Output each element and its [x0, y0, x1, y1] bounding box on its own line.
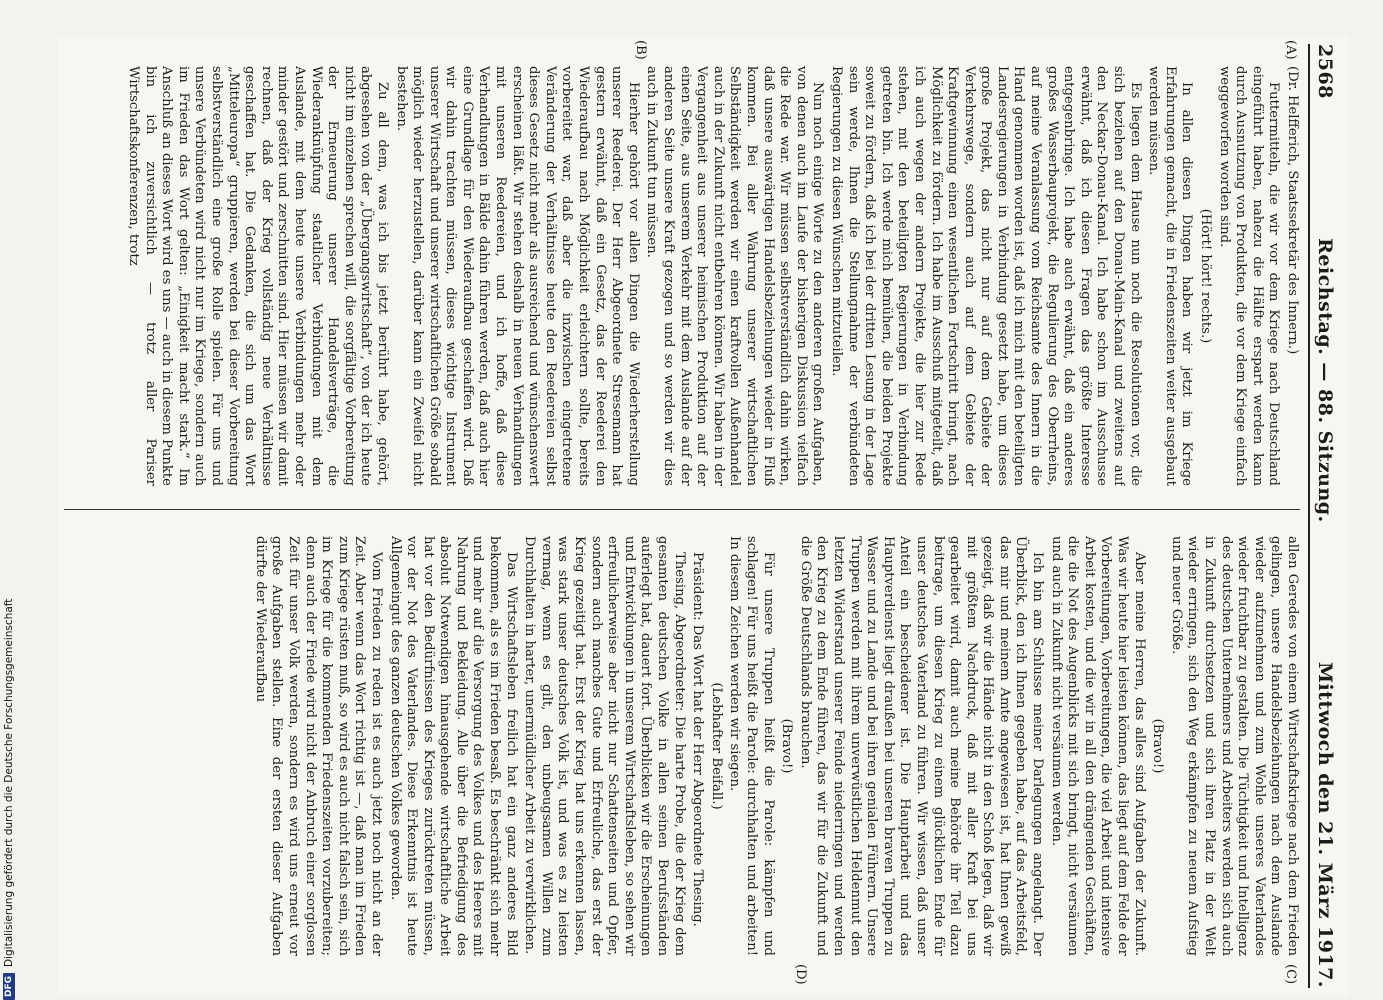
margin-marker-a: (A) — [1283, 40, 1298, 60]
paragraph: Ich bin am Schlusse meiner Darlegungen angelangt. Der Überblick, den ich Ihnen gegeben habe, auf das Arbeitsfeld, das mir und meinem Amte angewiesen ist, hat Ihnen gewiß gezeigt, daß wir die Hände nicht in den Schoß legen, daß wir mit größtem Nachdruck, daß mit aller Kraft bei uns gearbeitet wird, damit auch meine Behörde ihr Teil dazu beitrage, um diesen Krieg zu einem glücklichen Ende für unser deutsches Vaterland zu führen. Wir wissen, daß unser Anteil ein bescheidener ist. Die Hauptarbeit und das Hauptverdienst liegt draußen bei unseren braven Truppen zu Wasser und zu Lande und bei ihren genialen Führern. Unsere Truppen werden mit ihrem unverwüstlichen Heldenmut den letzten Widerstand unserer Feinde niederringen und werden den Krieg zu dem Ende führen, das wir für die Zukunft und die Größe Deutschlands brauchen. — [797, 536, 1046, 956]
column-divider — [64, 509, 1300, 510]
paragraph: Das Wirtschaftsleben freilich hat ein ganz anderes Bild bekommen, als es im Frieden besaß. Es beschränkt sich mehr und mehr auf die Versorgung des Volkes und des Heeres mit Nahrung und Bekleidung. Alle über die Befriedigung des absolut Notwendigen hinausgehende wirtschaftliche Arbeit hat vor den Bedürfnissen des Krieges zurücktreten müssen, vor der Not des Vaterlandes. Diese Erkenntnis ist heute Allgemeingut des ganzen deutschen Volkes geworden. — [387, 536, 519, 956]
paragraph: Hierher gehört vor allen Dingen die Wiederherstellung unserer Reederei. Der Herr Abgeordnete Stresemann hat gestern erwähnt, daß ein Gesetz, das der Reederei den Wiederaufbau nach Möglichkeit erleichtern sollte, bereits vorbereitet war, daß aber die inzwischen eingetretene Veränderung der Verhältnisse heute den Reedereien selbst dieses Gesetz nicht mehr als ausreichend und wünschenswert erscheinen läßt. Wir stehen deshalb in neuen Verhandlungen mit unseren Reedereien, und ich hoffe, daß diese Verhandlungen in Bälde dahin führen werden, daß auch hier eine Grundlage für den Wiederaufbau geschaffen wird. Daß wir dahin trachten müssen, dieses wichtige Instrument unserer Wirtschaft und unserer wirtschaftlichen Größe sobald möglich wieder herzustellen, darüber kann ein Zweifel nicht bestehen. — [393, 66, 641, 486]
paragraph: allen Geredes von einem Wirtschaftskriege nach dem Frieden gelingen, unsere Handelsbeziehungen nach dem Auslande wieder aufzunehmen und zum Wohle unseres Vaterlandes wieder fruchtbar zu gestalten. Die Tüchtigkeit und Intelligenz des deutschen Unternehmers und Arbeiters werden sich auch in Zukunft durchsetzen und sich ihren Platz in der Welt wieder erringen, sich den Weg erkämpfen zu neuem Aufstieg und neuer Größe. — [1168, 536, 1300, 956]
paragraph: Vom Frieden zu reden ist es auch jetzt noch nicht an der Zeit. Aber wenn das Wort richtig ist —, daß man im Frieden zum Kriege rüsten muß, so wird es auch nicht falsch sein, sich im Kriege für die kommenden Friedenszeiten vorzubereiten; denn auch der Friede wird nicht der Anbruch einer sorglosen Zeit für unser Volk werden, sondern es wird uns erneut vor große Aufgaben stellen. Eine der ersten dieser Aufgaben dürfte der Wiederaufbau — [252, 536, 384, 956]
left-text-column — [64, 66, 1300, 486]
interjection: (Bravo!) — [1150, 718, 1166, 774]
interjection: (Lebhafter Beifall.) — [708, 682, 724, 810]
session-date: Mittwoch den 21. März 1917. — [1314, 661, 1336, 988]
interjection: (Bravo!) — [779, 718, 795, 774]
margin-marker-c: (C) — [1283, 964, 1298, 985]
page-running-title: Reichstag. — 88. Sitzung. — [1314, 238, 1336, 523]
paragraph: In allen diesen Dingen haben wir jetzt im Kriege Erfahrungen gemacht, die in Friedenszeiten weiter ausgebaut werden müssen. — [1146, 66, 1195, 486]
page-number: 2568 — [1314, 44, 1336, 99]
interjection: (Hört! hört! rechts.) — [1198, 208, 1214, 344]
margin-marker-b: (B) — [633, 40, 648, 60]
right-text-column — [64, 536, 1300, 956]
rotated-document-page — [58, 36, 1348, 996]
page-header — [1308, 44, 1348, 988]
paragraph: Thesing, Abgeordneter: Die harte Probe, die der Krieg dem gesamten deutschen Volke in allen seinen Berufsständen auferlegt hat, dauert fort. Überblicken wir die Erscheinungen und Entwicklungen in unserem Wirtschaftsleben, so sehen wir erfreulicherweise aber nicht nur Schattenseiten und Opfer, sondern auch manches Gute und Erfreuliche, das erst der Krieg gezeitigt hat. Erst der Krieg hat uns erkennen lassen, was stark unser deutsches Volk ist, und was es zu leisten vermag, wenn es gilt, den unbeugsamen Willen zum Durchhalten in harter, unermüdlicher Arbeit zu verwirklichen. — [522, 536, 687, 956]
digitization-note — [2, 0, 16, 1000]
digitization-credit: Digitalisierung gefördert durch die Deutsche Forschungsgemeinschaft — [3, 598, 15, 967]
dfg-logo: DFG — [3, 973, 15, 1000]
paragraph: Es liegen dem Hause nun noch die Resolutionen vor, die sich beziehen auf den Donau-Main-Kanal und zweitens auf den Neckar-Donau-Kanal. Ich habe schon im Ausschusse erwähnt, daß ich diesen Fragen das größte Interesse entgegenbringe. Ich habe auch erwähnt, daß ein anderes großes Wasserbauprojekt, die Regulierung des Oberrheins, auf meine Veranlassung vom Reichsamte des Innern in die Hand genommen worden ist, daß ich mich mit den beteiligten Landesregierungen in Verbindung gesetzt habe, um dieses große Projekt, das nicht nur auf dem Gebiete der Verkehrswege, sondern auch auf dem Gebiete der Kraftgewinnung einen wesentlichen Fortschritt bringt, nach Möglichkeit zu fördern. Ich habe im Ausschuß mitgeteilt, daß ich auch wegen der andern Projekte, die hier zur Rede stehen, mit den beteiligten Regierungen in Verbindung getreten bin. Ich werde mich bemühen, die beiden Projekte soweit zu fördern, daß ich bei der dritten Lesung in der Lage sein werde, Ihnen die Stellungnahme der verbündeten Regierungen zu diesen Wünschen mitzuteilen. — [828, 66, 1143, 486]
paragraph: (Dr. Helfferich, Staatssekretär des Innern.) — [1285, 66, 1300, 355]
paragraph: Nun noch einige Worte zu den anderen großen Aufgaben, von denen auch im Laufe der bisherigen Diskussion vielfach die Rede war. Wir müssen selbstverständlich dahin wirken, daß unsere auswärtigen Handelsbeziehungen wieder in Fluß kommen. Bei aller Wahrung unserer wirtschaftlichen Selbständigkeit werden wir einen kraftvollen Außenhandel auch in der Zukunft nicht entbehren können. Wir haben in der Vergangenheit aus unserer heimischen Produktion auf der einen Seite, aus unserem Verkehr mit dem Auslande auf der anderen Seite unsere Kraft gezogen und so werden wir dies auch in Zukunft tun müssen. — [644, 66, 826, 486]
paragraph: Zu all dem, was ich bis jetzt berührt habe, gehört, abgesehen von der „Übergangswirtschaft“, von der ich heute nicht im einzelnen sprechen will, die sorgfältige Vorbereitung der Erneuerung unserer Handelsverträge, die Wiederanknüpfung staatlicher Verbindungen mit dem Auslande, mit dem heute unsere Verbindungen mehr oder minder gestört und zerschnitten sind. Hier müssen wir damit rechnen, daß der Krieg vollständig neue Verhältnisse geschaffen hat. Die Gedanken, die sich um das Wort „Mitteleuropa“ gruppieren, werden bei dieser Vorbereitung selbstverständlich eine große Rolle spielen. Für uns und unsere Verbündeten wird nicht nur im Kriege, sondern auch im Frieden das Wort gelten: „Einigkeit macht stark.“ Im Anschluß an dieses Wort wird es uns — auch in diesem Punkte bin ich zuversichtlich — trotz aller Pariser Wirtschaftskonferenzen, trotz — [126, 66, 390, 486]
margin-marker-d: (D) — [793, 964, 808, 985]
paragraph: Für unsere Truppen heißt die Parole: kämpfen und schlagen! Für uns heißt die Parole: durchhalten und arbeiten! In diesem Zeichen werden wir siegen. — [727, 536, 776, 956]
paragraph: Präsident: Das Wort hat der Herr Abgeordnete Thesing. — [690, 552, 706, 927]
paragraph: Futtermitteln, die wir vor dem Kriege nach Deutschland eingeführt haben, nahezu die Hälfte erspart werden kann durch Ausnutzung von Produkten, die vor dem Kriege einfach weggeworfen worden sind. — [1216, 66, 1282, 486]
paragraph: Aber meine Herren, das alles sind Aufgaben der Zukunft. Was wir heute hier leisten können, das liegt auf dem Felde der Vorbereitungen, Vorbereitungen, die viel Arbeit und intensive Arbeit kosten, und die wir in all den drängenden Geschäften, die die Not des Augenblicks mit sich bringt, nicht versäumen und auch in Zukunft nicht versäumen werden. — [1048, 536, 1147, 956]
